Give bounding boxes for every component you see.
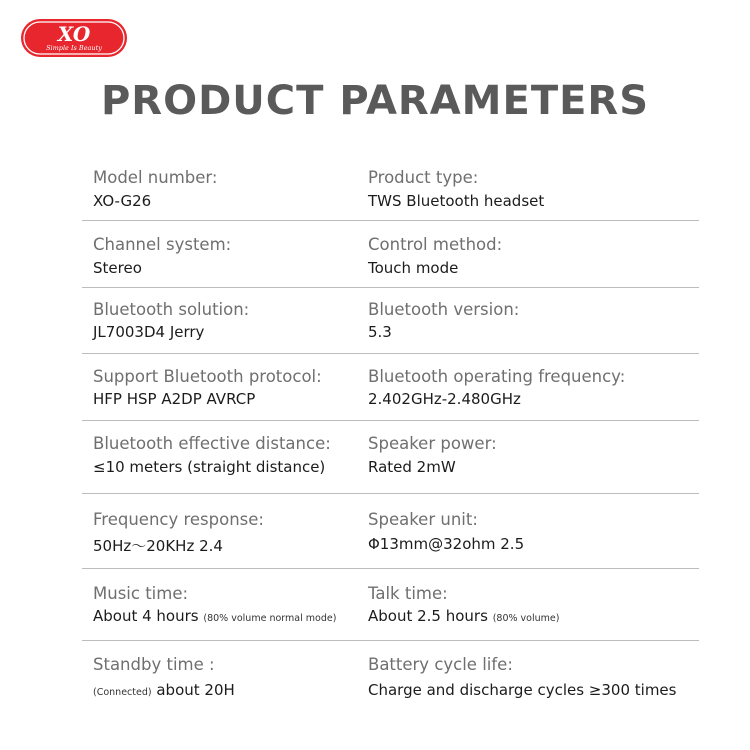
logo-tagline: Simple Is Beauty — [46, 44, 102, 52]
talk-time-label: Talk time: — [368, 584, 448, 603]
bluetooth-solution-value: JL7003D4 Jerry — [93, 323, 205, 341]
frequency-response-label: Frequency response: — [93, 510, 264, 529]
battery-cycle-label: Battery cycle life: — [368, 655, 513, 674]
logo-wordmark: XO — [57, 22, 91, 46]
divider — [82, 493, 699, 494]
bluetooth-distance-value: ≤10 meters (straight distance) — [93, 458, 326, 476]
product-type-value: TWS Bluetooth headset — [368, 192, 545, 210]
bluetooth-version-label: Bluetooth version: — [368, 300, 520, 319]
standby-time-value: about 20H — [156, 681, 235, 699]
standby-time-value-line — [93, 681, 235, 699]
bluetooth-protocol-label: Support Bluetooth protocol: — [93, 367, 322, 386]
music-time-value-line — [93, 607, 336, 625]
bluetooth-distance-label: Bluetooth effective distance: — [93, 434, 331, 453]
speaker-power-value: Rated 2mW — [368, 458, 456, 476]
divider — [82, 353, 699, 354]
model-number-value: XO-G26 — [93, 192, 152, 210]
divider — [82, 420, 699, 421]
xo-logo — [20, 18, 128, 58]
standby-time-label: Standby time : — [93, 655, 215, 674]
speaker-power-label: Speaker power: — [368, 434, 497, 453]
speaker-unit-label: Speaker unit: — [368, 510, 478, 529]
product-type-label: Product type: — [368, 168, 479, 187]
talk-time-value: About 2.5 hours — [368, 607, 488, 625]
frequency-response-value: 50Hz～20KHz 2.4 — [93, 537, 223, 555]
divider — [82, 640, 699, 641]
divider — [82, 568, 699, 569]
bluetooth-solution-label: Bluetooth solution: — [93, 300, 250, 319]
model-number-label: Model number: — [93, 168, 218, 187]
talk-time-note: (80% volume) — [492, 613, 560, 624]
standby-time-prefix: (Connected) — [93, 687, 152, 698]
talk-time-value-line — [368, 607, 559, 625]
speaker-unit-value: Φ13mm@32ohm 2.5 — [368, 535, 525, 553]
music-time-note: (80% volume normal mode) — [203, 613, 337, 624]
bluetooth-protocol-value: HFP HSP A2DP AVRCP — [93, 390, 256, 408]
page-title: PRODUCT PARAMETERS — [100, 78, 650, 124]
control-method-value: Touch mode — [368, 259, 459, 277]
bluetooth-version-value: 5.3 — [368, 323, 392, 341]
control-method-label: Control method: — [368, 235, 503, 254]
bluetooth-frequency-value: 2.402GHz-2.480GHz — [368, 390, 521, 408]
music-time-label: Music time: — [93, 584, 189, 603]
bluetooth-frequency-label: Bluetooth operating frequency: — [368, 367, 626, 386]
channel-system-value: Stereo — [93, 259, 142, 277]
channel-system-label: Channel system: — [93, 235, 232, 254]
battery-cycle-value: Charge and discharge cycles ≥300 times — [368, 681, 677, 699]
divider — [82, 287, 699, 288]
music-time-value: About 4 hours — [93, 607, 199, 625]
divider — [82, 220, 699, 221]
